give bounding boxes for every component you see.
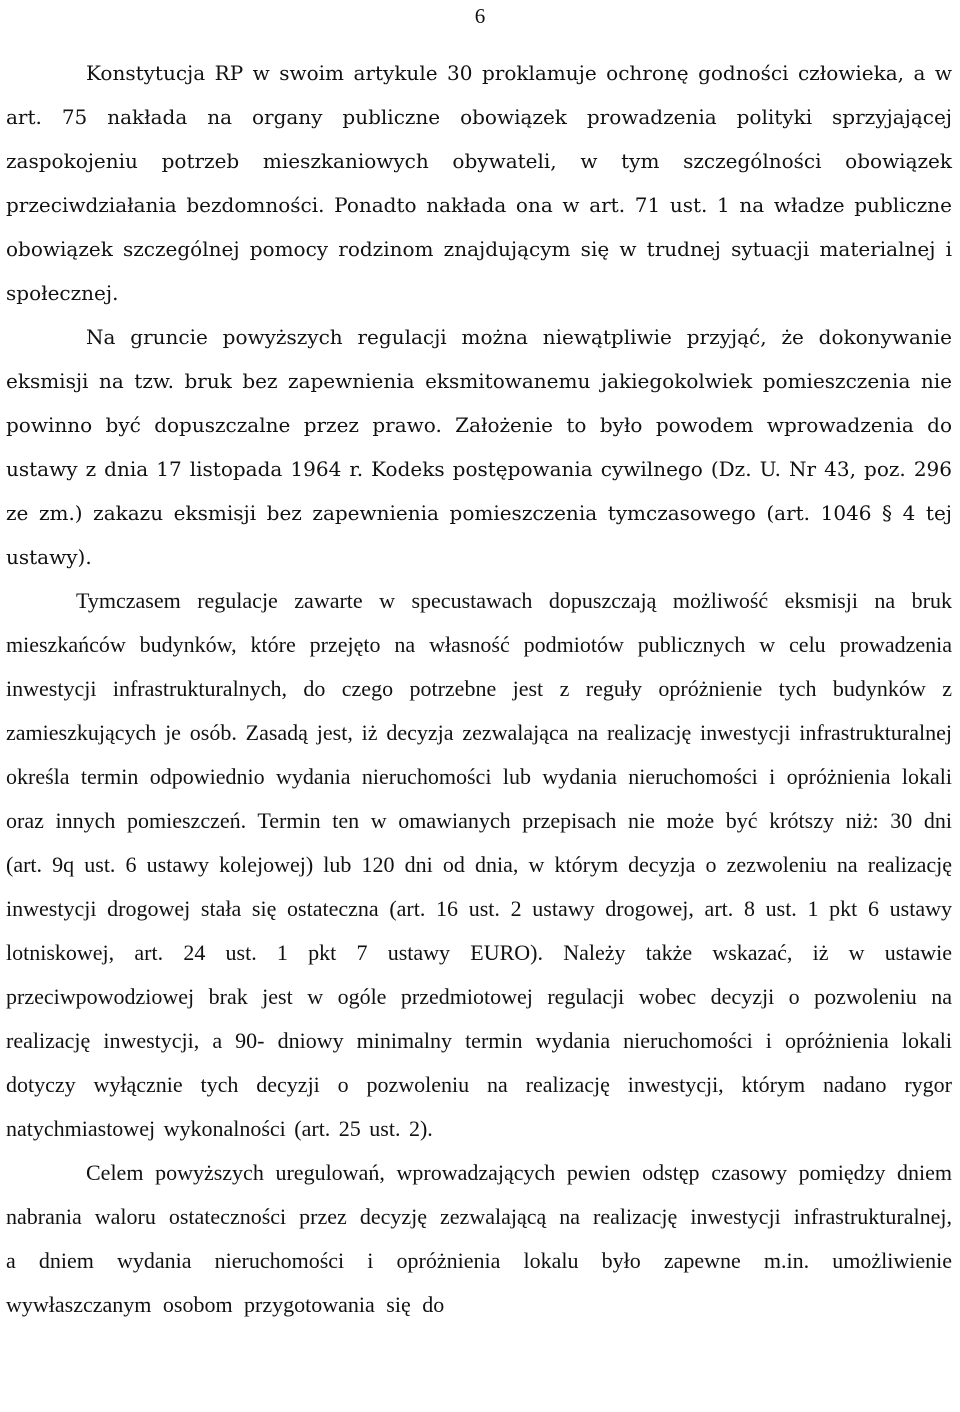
paragraph-eviction-ban: Na gruncie powyższych regulacji można niewątpliwie przyjąć, że dokonywanie eksmisji na tzw. bruk bez zapewnienia eksmitowanemu jakiegokolwiek pomieszczenia nie powinno być dopuszczalne przez prawo. Założenie to było powodem wprowadzenia do ustawy z dnia 17 listopada 1964 r. Kodeks postępowania cywilnego (Dz. U. Nr 43, poz. 296 ze zm.) zakazu eksmisji bez zapewnienia pomieszczenia tymczasowego (art. 1046 § 4 tej ustawy).: [6, 325, 952, 569]
paragraph-constitution: Konstytucja RP w swoim artykule 30 proklamuje ochronę godności człowieka, a w art. 75 nakłada na organy publiczne obowiązek prowadzenia polityki sprzyjającej zaspokojeniu potrzeb mieszkaniowych obywateli, w tym szczególności obowiązek przeciwdziałania bezdomności. Ponadto nakłada ona w art. 71 ust. 1 na władze publiczne obowiązek szczególnej pomocy rodzinom znajdującym się w trudnej sytuacji materialnej i społecznej.: [6, 61, 952, 305]
page-number: 6: [474, 4, 486, 28]
document-body: [6, 51, 952, 1327]
paragraph-purpose: Celem powyższych uregulowań, wprowadzających pewien odstęp czasowy pomiędzy dniem nabrania waloru ostateczności przez decyzję zezwalającą na realizację inwestycji infrastrukturalnej, a dniem wydania nieruchomości i opróżnienia lokalu było zapewne m.in. umożliwienie wywłaszczanym osobom przygotowania się do: [6, 1160, 952, 1317]
paragraph-special-acts: Tymczasem regulacje zawarte w specustawach dopuszczają możliwość eksmisji na bruk mieszkańców budynków, które przejęto na własność podmiotów publicznych w celu prowadzenia inwestycji infrastrukturalnych, do czego potrzebne jest z reguły opróżnienie tych budynków z zamieszkujących je osób. Zasadą jest, iż decyzja zezwalająca na realizację inwestycji infrastrukturalnej określa termin odpowiednio wydania nieruchomości lub wydania nieruchomości i opróżnienia lokali oraz innych pomieszczeń. Termin ten w omawianych przepisach nie może być krótszy niż: 30 dni (art. 9q ust. 6 ustawy kolejowej) lub 120 dni od dnia, w którym decyzja o zezwoleniu na realizację inwestycji drogowej stała się ostateczna (art. 16 ust. 2 ustawy drogowej, art. 8 ust. 1 pkt 6 ustawy lotniskowej, art. 24 ust. 1 pkt 7 ustawy EURO). Należy także wskazać, iż w ustawie przeciwpowodziowej brak jest w ogóle przedmiotowej regulacji wobec decyzji o pozwoleniu na realizację inwestycji, a 90- dniowy minimalny termin wydania nieruchomości i opróżnienia lokali dotyczy wyłącznie tych decyzji o pozwoleniu na realizację inwestycji, którym nadano rygor natychmiastowej wykonalności (art. 25 ust. 2).: [6, 588, 952, 1141]
